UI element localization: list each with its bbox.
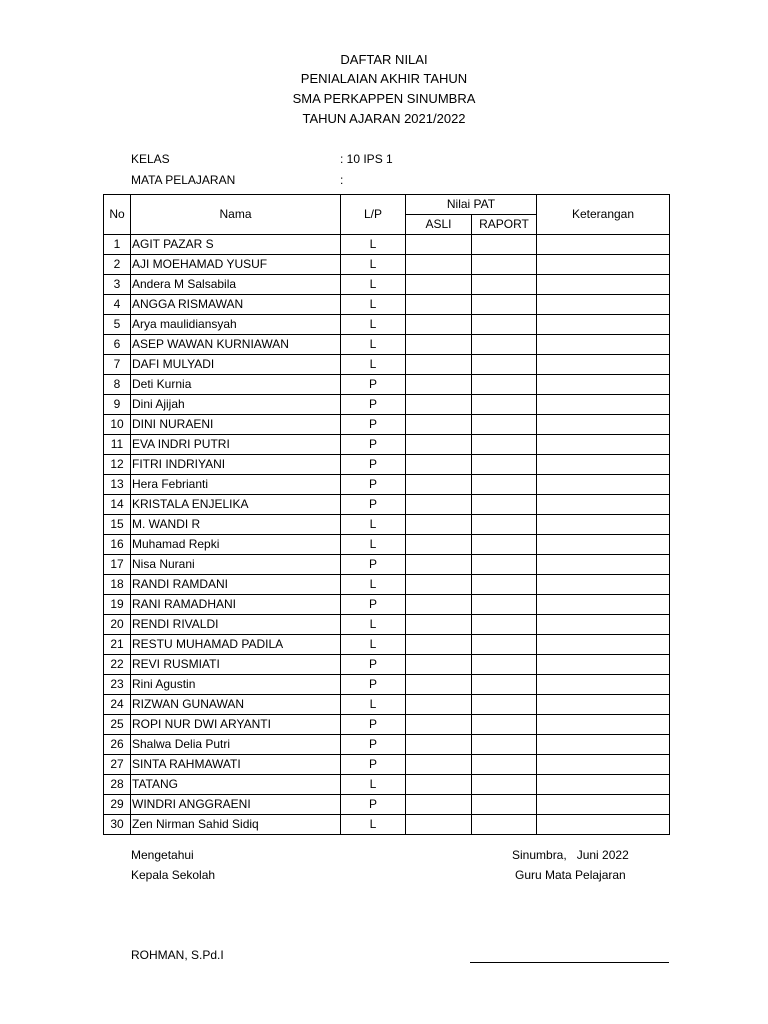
row-number: 7	[104, 355, 131, 375]
table-row	[104, 615, 670, 635]
student-name: EVA INDRI PUTRI	[131, 435, 341, 455]
keterangan-cell	[537, 775, 670, 795]
score-raport-cell	[472, 795, 537, 815]
keterangan-cell	[537, 395, 670, 415]
score-raport-cell	[472, 415, 537, 435]
score-asli-cell	[406, 275, 472, 295]
student-name: FITRI INDRIYANI	[131, 455, 341, 475]
mapel-value: :	[340, 173, 344, 187]
student-gender: P	[341, 555, 406, 575]
keterangan-cell	[537, 695, 670, 715]
score-raport-cell	[472, 355, 537, 375]
student-gender: L	[341, 315, 406, 335]
score-asli-cell	[406, 235, 472, 255]
table-row	[104, 735, 670, 755]
principal-name: ROHMAN, S.Pd.I	[131, 948, 224, 962]
title-line-3: SMA PERKAPPEN SINUMBRA	[292, 91, 476, 106]
table-row	[104, 395, 670, 415]
score-raport-cell	[472, 235, 537, 255]
score-raport-cell	[472, 555, 537, 575]
row-number: 22	[104, 655, 131, 675]
title-line-4: TAHUN AJARAN 2021/2022	[302, 111, 466, 126]
table-row	[104, 555, 670, 575]
student-gender: P	[341, 495, 406, 515]
student-gender: P	[341, 375, 406, 395]
keterangan-cell	[537, 295, 670, 315]
header-nama: Nama	[131, 195, 341, 235]
student-gender: L	[341, 775, 406, 795]
row-number: 14	[104, 495, 131, 515]
student-name: Shalwa Delia Putri	[131, 735, 341, 755]
keterangan-cell	[537, 235, 670, 255]
keterangan-cell	[537, 735, 670, 755]
keterangan-cell	[537, 615, 670, 635]
table-row	[104, 695, 670, 715]
student-gender: L	[341, 335, 406, 355]
student-name: ANGGA RISMAWAN	[131, 295, 341, 315]
table-row	[104, 355, 670, 375]
keterangan-cell	[537, 275, 670, 295]
keterangan-cell	[537, 415, 670, 435]
title-line-1: DAFTAR NILAI	[340, 52, 428, 67]
table-row	[104, 275, 670, 295]
score-asli-cell	[406, 595, 472, 615]
score-asli-cell	[406, 475, 472, 495]
score-raport-cell	[472, 695, 537, 715]
table-row	[104, 455, 670, 475]
table-row	[104, 635, 670, 655]
score-asli-cell	[406, 375, 472, 395]
header-lp: L/P	[341, 195, 406, 235]
score-raport-cell	[472, 335, 537, 355]
row-number: 21	[104, 635, 131, 655]
score-raport-cell	[472, 395, 537, 415]
keterangan-cell	[537, 255, 670, 275]
score-raport-cell	[472, 755, 537, 775]
student-name: WINDRI ANGGRAENI	[131, 795, 341, 815]
row-number: 17	[104, 555, 131, 575]
table-row	[104, 475, 670, 495]
score-asli-cell	[406, 415, 472, 435]
kepala-sekolah-label: Kepala Sekolah	[131, 868, 216, 882]
kelas-label: KELAS	[131, 152, 170, 166]
table-row	[104, 795, 670, 815]
score-asli-cell	[406, 515, 472, 535]
score-asli-cell	[406, 455, 472, 475]
header-raport: RAPORT	[472, 215, 537, 235]
keterangan-cell	[537, 755, 670, 775]
student-name: RIZWAN GUNAWAN	[131, 695, 341, 715]
score-asli-cell	[406, 295, 472, 315]
signature-line	[470, 962, 669, 963]
student-gender: P	[341, 755, 406, 775]
score-raport-cell	[472, 735, 537, 755]
student-gender: P	[341, 655, 406, 675]
row-number: 29	[104, 795, 131, 815]
score-raport-cell	[472, 575, 537, 595]
student-name: Muhamad Repki	[131, 535, 341, 555]
score-asli-cell	[406, 775, 472, 795]
row-number: 2	[104, 255, 131, 275]
student-name: ROPI NUR DWI ARYANTI	[131, 715, 341, 735]
student-name: M. WANDI R	[131, 515, 341, 535]
student-gender: L	[341, 295, 406, 315]
score-raport-cell	[472, 815, 537, 835]
table-row	[104, 315, 670, 335]
row-number: 5	[104, 315, 131, 335]
student-gender: L	[341, 275, 406, 295]
row-number: 26	[104, 735, 131, 755]
keterangan-cell	[537, 495, 670, 515]
student-name: Dini Ajijah	[131, 395, 341, 415]
score-raport-cell	[472, 515, 537, 535]
score-raport-cell	[472, 495, 537, 515]
student-name: TATANG	[131, 775, 341, 795]
student-name: Arya maulidiansyah	[131, 315, 341, 335]
score-raport-cell	[472, 535, 537, 555]
student-gender: L	[341, 235, 406, 255]
score-raport-cell	[472, 715, 537, 735]
row-number: 3	[104, 275, 131, 295]
keterangan-cell	[537, 535, 670, 555]
row-number: 4	[104, 295, 131, 315]
student-gender: L	[341, 615, 406, 635]
row-number: 27	[104, 755, 131, 775]
score-raport-cell	[472, 255, 537, 275]
place-date: Sinumbra, Juni 2022	[512, 848, 629, 862]
keterangan-cell	[537, 575, 670, 595]
score-raport-cell	[472, 375, 537, 395]
student-gender: P	[341, 735, 406, 755]
score-asli-cell	[406, 395, 472, 415]
score-raport-cell	[472, 275, 537, 295]
row-number: 15	[104, 515, 131, 535]
student-name: REVI RUSMIATI	[131, 655, 341, 675]
row-number: 10	[104, 415, 131, 435]
row-number: 16	[104, 535, 131, 555]
keterangan-cell	[537, 335, 670, 355]
student-name: AJI MOEHAMAD YUSUF	[131, 255, 341, 275]
table-row	[104, 335, 670, 355]
table-row	[104, 255, 670, 275]
student-name: Andera M Salsabila	[131, 275, 341, 295]
keterangan-cell	[537, 355, 670, 375]
keterangan-cell	[537, 375, 670, 395]
table-row	[104, 495, 670, 515]
student-gender: P	[341, 475, 406, 495]
score-raport-cell	[472, 635, 537, 655]
student-name: RENDI RIVALDI	[131, 615, 341, 635]
keterangan-cell	[537, 555, 670, 575]
score-raport-cell	[472, 655, 537, 675]
row-number: 1	[104, 235, 131, 255]
student-name: Rini Agustin	[131, 675, 341, 695]
table-row	[104, 295, 670, 315]
score-asli-cell	[406, 495, 472, 515]
score-asli-cell	[406, 575, 472, 595]
student-gender: L	[341, 255, 406, 275]
student-gender: L	[341, 815, 406, 835]
table-row	[104, 775, 670, 795]
student-name: RESTU MUHAMAD PADILA	[131, 635, 341, 655]
table-row	[104, 435, 670, 455]
mengetahui-label: Mengetahui	[131, 848, 194, 862]
score-asli-cell	[406, 535, 472, 555]
student-name: Deti Kurnia	[131, 375, 341, 395]
mapel-label: MATA PELAJARAN	[131, 173, 236, 187]
table-row	[104, 595, 670, 615]
student-gender: P	[341, 395, 406, 415]
student-name: Hera Febrianti	[131, 475, 341, 495]
student-name: AGIT PAZAR S	[131, 235, 341, 255]
score-raport-cell	[472, 615, 537, 635]
row-number: 8	[104, 375, 131, 395]
score-asli-cell	[406, 715, 472, 735]
row-number: 9	[104, 395, 131, 415]
table-row	[104, 815, 670, 835]
student-gender: L	[341, 515, 406, 535]
keterangan-cell	[537, 795, 670, 815]
table-row	[104, 715, 670, 735]
table-row	[104, 415, 670, 435]
student-name: SINTA RAHMAWATI	[131, 755, 341, 775]
student-name: ASEP WAWAN KURNIAWAN	[131, 335, 341, 355]
student-gender: P	[341, 595, 406, 615]
score-raport-cell	[472, 675, 537, 695]
keterangan-cell	[537, 435, 670, 455]
keterangan-cell	[537, 675, 670, 695]
score-asli-cell	[406, 675, 472, 695]
row-number: 18	[104, 575, 131, 595]
row-number: 12	[104, 455, 131, 475]
student-name: KRISTALA ENJELIKA	[131, 495, 341, 515]
score-asli-cell	[406, 555, 472, 575]
score-asli-cell	[406, 315, 472, 335]
header-asli: ASLI	[406, 215, 472, 235]
student-gender: L	[341, 695, 406, 715]
student-gender: P	[341, 675, 406, 695]
table-row	[104, 375, 670, 395]
keterangan-cell	[537, 455, 670, 475]
table-row	[104, 655, 670, 675]
score-asli-cell	[406, 435, 472, 455]
student-name: Nisa Nurani	[131, 555, 341, 575]
keterangan-cell	[537, 515, 670, 535]
student-gender: P	[341, 435, 406, 455]
table-row	[104, 535, 670, 555]
score-asli-cell	[406, 255, 472, 275]
title-line-2: PENIALAIAN AKHIR TAHUN	[300, 71, 468, 86]
score-asli-cell	[406, 755, 472, 775]
student-gender: P	[341, 415, 406, 435]
student-gender: L	[341, 635, 406, 655]
guru-label: Guru Mata Pelajaran	[515, 868, 626, 882]
row-number: 13	[104, 475, 131, 495]
keterangan-cell	[537, 815, 670, 835]
score-raport-cell	[472, 775, 537, 795]
score-asli-cell	[406, 355, 472, 375]
keterangan-cell	[537, 655, 670, 675]
keterangan-cell	[537, 475, 670, 495]
student-name: DAFI MULYADI	[131, 355, 341, 375]
score-asli-cell	[406, 335, 472, 355]
score-raport-cell	[472, 435, 537, 455]
row-number: 25	[104, 715, 131, 735]
score-asli-cell	[406, 635, 472, 655]
student-gender: L	[341, 355, 406, 375]
row-number: 20	[104, 615, 131, 635]
student-name: Zen Nirman Sahid Sidiq	[131, 815, 341, 835]
score-raport-cell	[472, 595, 537, 615]
grade-table	[103, 194, 670, 835]
row-number: 19	[104, 595, 131, 615]
table-row	[104, 575, 670, 595]
header-no: No	[104, 195, 131, 235]
row-number: 28	[104, 775, 131, 795]
keterangan-cell	[537, 715, 670, 735]
score-raport-cell	[472, 315, 537, 335]
score-raport-cell	[472, 475, 537, 495]
keterangan-cell	[537, 315, 670, 335]
student-gender: P	[341, 715, 406, 735]
header-nilai-pat: Nilai PAT	[406, 195, 537, 215]
row-number: 23	[104, 675, 131, 695]
score-asli-cell	[406, 695, 472, 715]
score-asli-cell	[406, 815, 472, 835]
student-name: RANI RAMADHANI	[131, 595, 341, 615]
table-row	[104, 755, 670, 775]
keterangan-cell	[537, 595, 670, 615]
student-name: DINI NURAENI	[131, 415, 341, 435]
table-row	[104, 675, 670, 695]
student-gender: L	[341, 575, 406, 595]
table-row	[104, 515, 670, 535]
score-asli-cell	[406, 735, 472, 755]
score-raport-cell	[472, 295, 537, 315]
keterangan-cell	[537, 635, 670, 655]
student-gender: L	[341, 535, 406, 555]
student-name: RANDI RAMDANI	[131, 575, 341, 595]
row-number: 24	[104, 695, 131, 715]
student-gender: P	[341, 795, 406, 815]
score-raport-cell	[472, 455, 537, 475]
score-asli-cell	[406, 655, 472, 675]
table-row	[104, 235, 670, 255]
header-keterangan: Keterangan	[537, 195, 670, 235]
row-number: 30	[104, 815, 131, 835]
student-gender: P	[341, 455, 406, 475]
row-number: 11	[104, 435, 131, 455]
row-number: 6	[104, 335, 131, 355]
score-asli-cell	[406, 615, 472, 635]
score-asli-cell	[406, 795, 472, 815]
kelas-value: : 10 IPS 1	[340, 152, 393, 166]
